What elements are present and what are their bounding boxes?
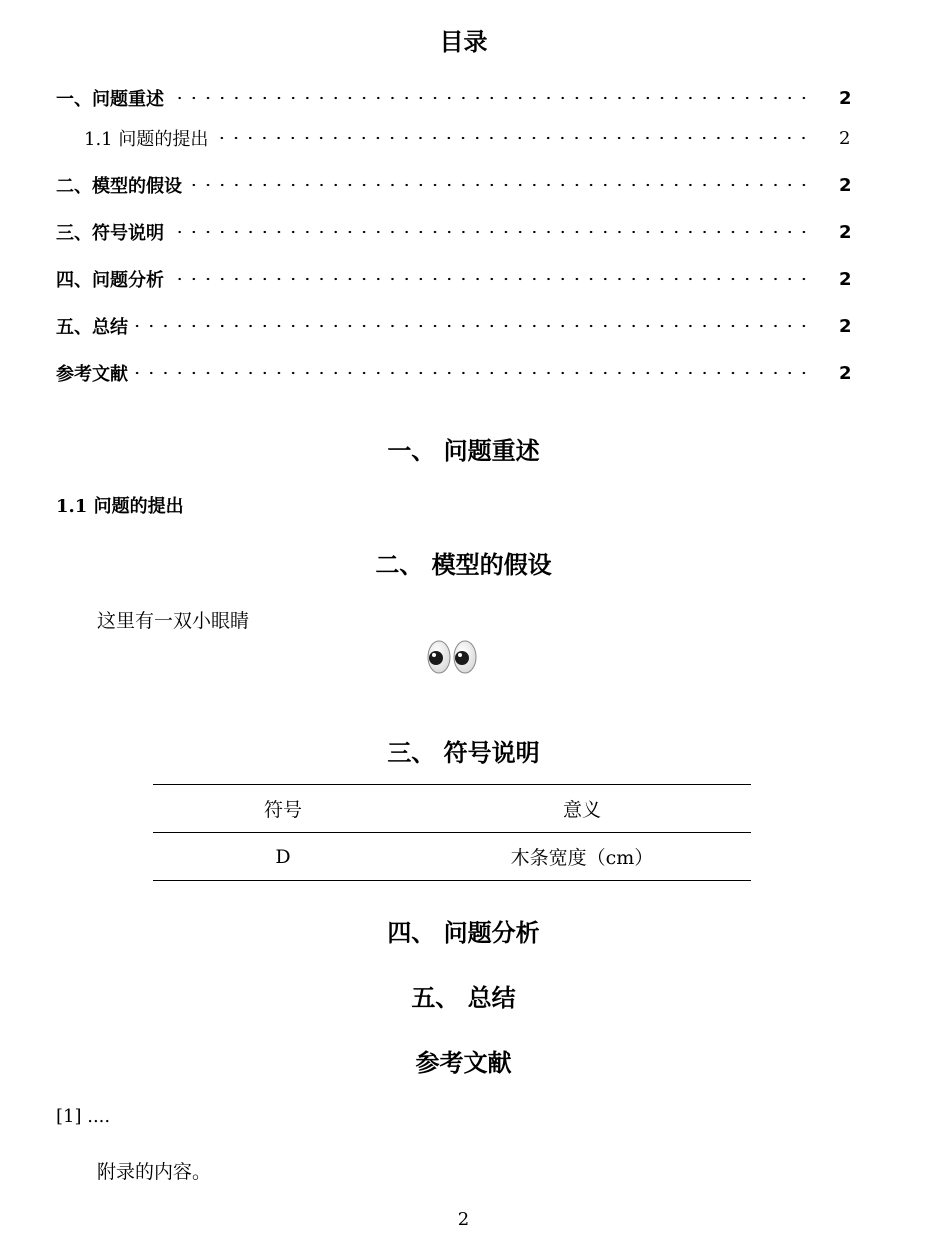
section-heading-summary: 五、 总结 xyxy=(411,983,516,1012)
toc-entry-label: 一、问题重述 xyxy=(56,89,164,110)
toc-entry-label: 四、问题分析 xyxy=(56,270,164,291)
table-cell-symbol: D xyxy=(275,845,291,868)
toc-entry[interactable] xyxy=(56,219,852,245)
toc-title: 目录 xyxy=(439,27,488,56)
section-heading-problem-restatement: 一、 问题重述 xyxy=(387,436,540,465)
toc-entry-page: 2 xyxy=(839,87,852,109)
eyes-emoji-icon xyxy=(425,638,481,676)
toc-leader-dots xyxy=(170,219,811,245)
paragraph-text: 这里有一双小眼睛 xyxy=(97,610,250,632)
toc-entry-label: 二、模型的假设 xyxy=(56,176,182,197)
toc-entry-label: 三、符号说明 xyxy=(56,223,164,244)
toc-leader-dots xyxy=(214,125,811,151)
section-heading-problem-analysis: 四、 问题分析 xyxy=(387,918,540,947)
toc-leader-dots xyxy=(188,172,811,198)
toc-entry[interactable] xyxy=(56,85,852,111)
table-header-row xyxy=(153,785,751,833)
toc-entry[interactable] xyxy=(56,172,852,198)
toc-entry[interactable] xyxy=(56,360,852,386)
toc-leader-dots xyxy=(134,360,811,386)
toc-entry-page: 2 xyxy=(839,315,852,337)
table-header-symbol: 符号 xyxy=(263,799,302,821)
toc-leader-dots xyxy=(134,313,811,339)
toc-entry-page: 2 xyxy=(839,127,851,149)
section-heading-model-assumptions: 二、 模型的假设 xyxy=(375,550,552,579)
toc-leader-dots xyxy=(170,266,811,292)
toc-entry-page: 2 xyxy=(839,362,852,384)
toc-entry-label: 参考文献 xyxy=(56,364,128,385)
toc-entry-page: 2 xyxy=(839,221,852,243)
toc-entry-page: 2 xyxy=(839,174,852,196)
subsection-heading-problem-statement: 1.1 问题的提出 xyxy=(56,496,184,517)
reference-item: [1] .... xyxy=(56,1106,111,1127)
appendix-text: 附录的内容。 xyxy=(97,1161,212,1183)
page-number: 2 xyxy=(457,1209,470,1230)
toc-leader-dots xyxy=(170,85,811,111)
toc-entry-label: 1.1 问题的提出 xyxy=(84,129,209,150)
table-header-meaning: 意义 xyxy=(562,799,601,821)
section-heading-symbols: 三、 符号说明 xyxy=(387,738,540,767)
toc-entry-page: 2 xyxy=(839,268,852,290)
toc-entry[interactable] xyxy=(56,313,852,339)
toc-entry[interactable] xyxy=(84,125,849,151)
symbol-table xyxy=(153,784,751,881)
table-cell-meaning: 木条宽度（cm） xyxy=(510,847,654,869)
toc-entry-label: 五、总结 xyxy=(56,317,128,338)
table-row xyxy=(153,833,751,881)
toc-entry[interactable] xyxy=(56,266,852,292)
section-heading-references: 参考文献 xyxy=(415,1048,512,1077)
